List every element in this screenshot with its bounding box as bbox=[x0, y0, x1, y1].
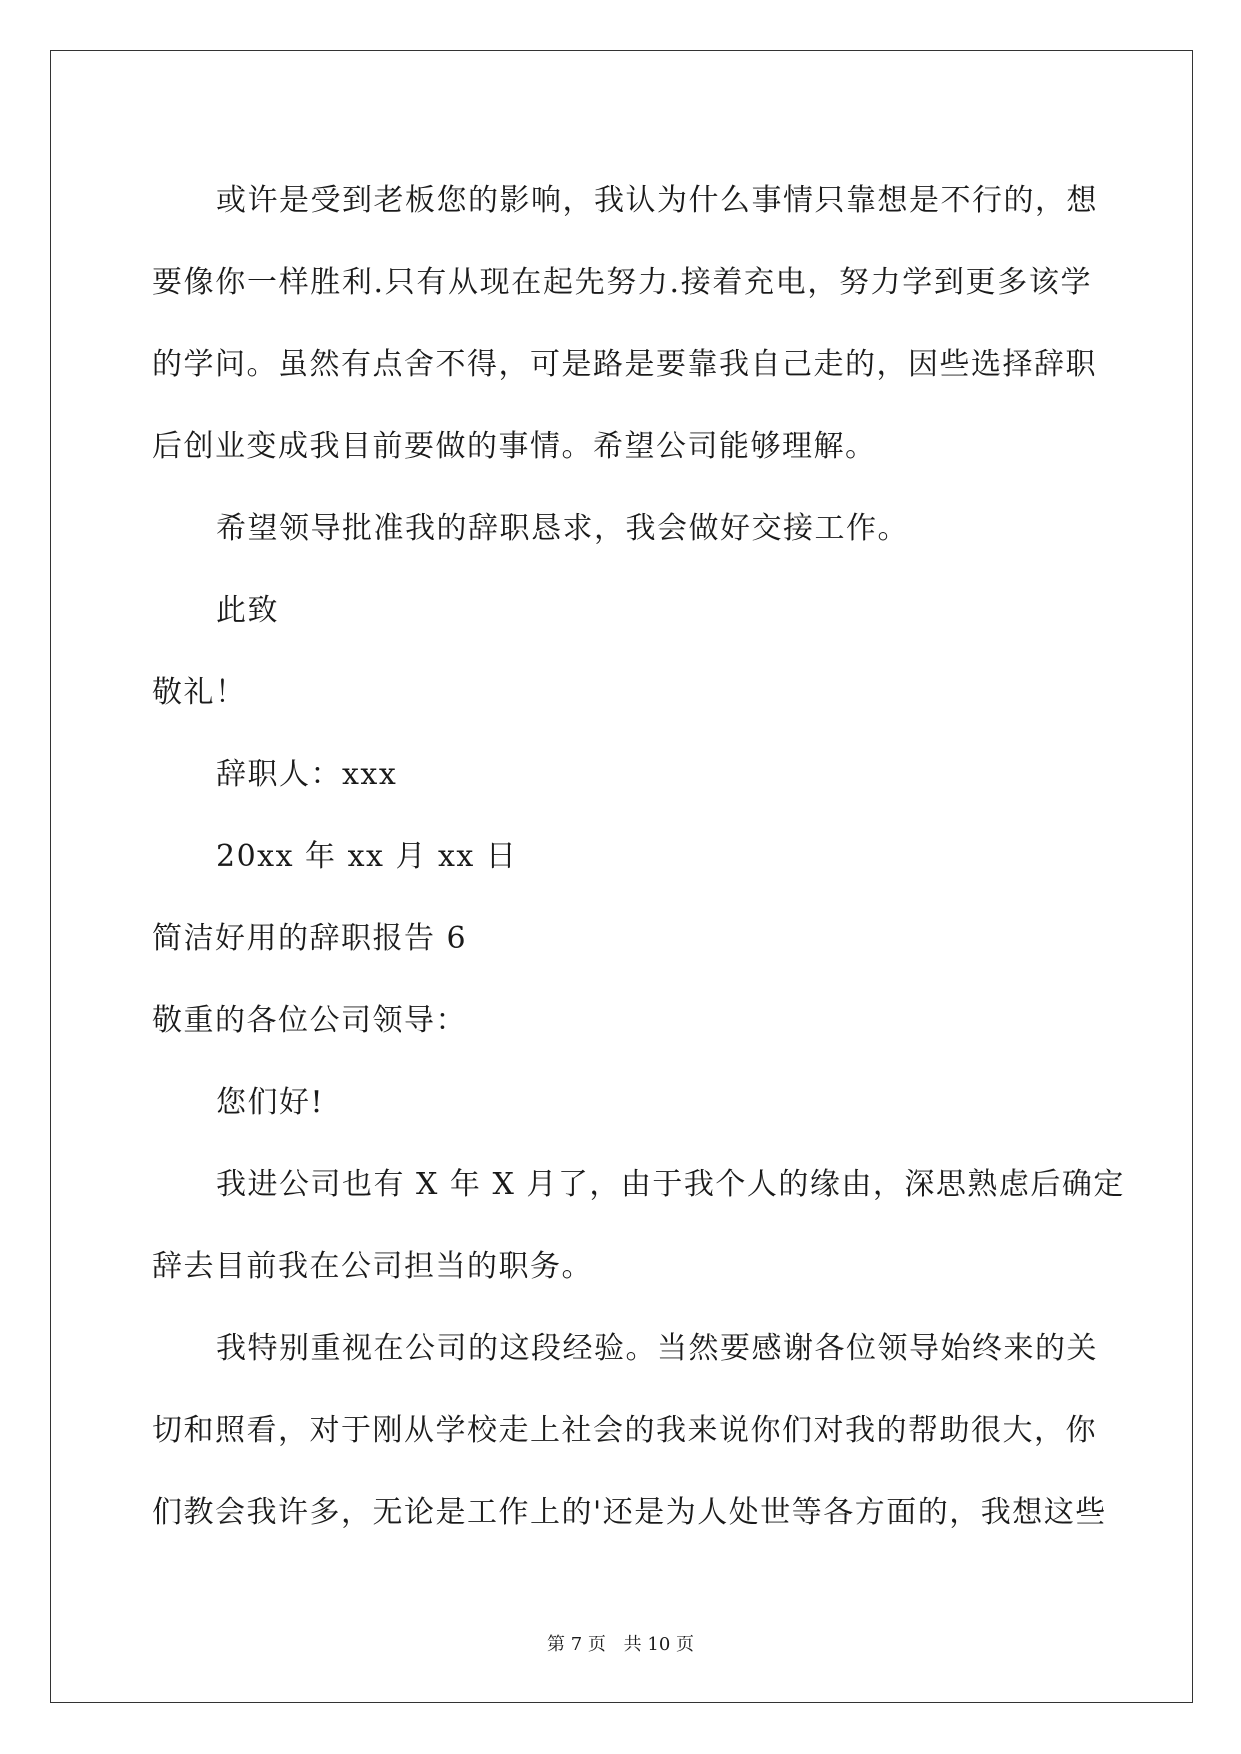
paragraph-line: 的学问。虽然有点舍不得，可是路是要靠我自己走的，因些选择辞职 bbox=[152, 347, 1097, 382]
page-total: 共 10 页 bbox=[623, 1634, 694, 1655]
paragraph bbox=[152, 488, 1092, 570]
paragraph-line: 们教会我许多，无论是工作上的'还是为人处世等各方面的，我想这些 bbox=[152, 1495, 1107, 1530]
paragraph bbox=[152, 160, 1098, 488]
paragraph-line: 要像你一样胜利.只有从现在起先努力.接着充电，努力学到更多该学 bbox=[152, 265, 1092, 300]
paragraph bbox=[152, 980, 1092, 1062]
paragraph bbox=[152, 1144, 1125, 1308]
paragraph bbox=[152, 1308, 1107, 1554]
paragraph-line: 敬礼！ bbox=[152, 675, 247, 710]
paragraph bbox=[152, 734, 1092, 816]
paragraph-line: 或许是受到老板您的影响，我认为什么事情只靠想是不行的，想 bbox=[216, 183, 1098, 218]
paragraph-line: 辞去目前我在公司担当的职务。 bbox=[152, 1249, 593, 1284]
paragraph-line: 简洁好用的辞职报告 6 bbox=[152, 921, 468, 956]
paragraph-line: 敬重的各位公司领导： bbox=[152, 1003, 467, 1038]
paragraph-line: 后创业变成我目前要做的事情。希望公司能够理解。 bbox=[152, 429, 877, 464]
paragraph-line: 切和照看，对于刚从学校走上社会的我来说你们对我的帮助很大，你 bbox=[152, 1413, 1097, 1448]
paragraph bbox=[152, 816, 1092, 898]
paragraph-line: 此致 bbox=[216, 593, 279, 628]
paragraph-line: 希望领导批准我的辞职恳求，我会做好交接工作。 bbox=[216, 511, 909, 546]
page-number: 第 7 页 bbox=[547, 1634, 606, 1655]
paragraph bbox=[152, 570, 1092, 652]
paragraph-line: 我进公司也有 X 年 X 月了，由于我个人的缘由，深思熟虑后确定 bbox=[216, 1167, 1125, 1202]
paragraph-line: 辞职人：xxx bbox=[216, 757, 398, 792]
paragraph bbox=[152, 652, 1092, 734]
page-footer bbox=[0, 1630, 1241, 1656]
document-body bbox=[152, 160, 1125, 1554]
paragraph bbox=[152, 898, 1092, 980]
paragraph-line: 我特别重视在公司的这段经验。当然要感谢各位领导始终来的关 bbox=[216, 1331, 1098, 1366]
paragraph-line: 您们好! bbox=[216, 1085, 325, 1120]
paragraph bbox=[152, 1062, 1092, 1144]
paragraph-line: 20xx 年 xx 月 xx 日 bbox=[216, 839, 518, 874]
